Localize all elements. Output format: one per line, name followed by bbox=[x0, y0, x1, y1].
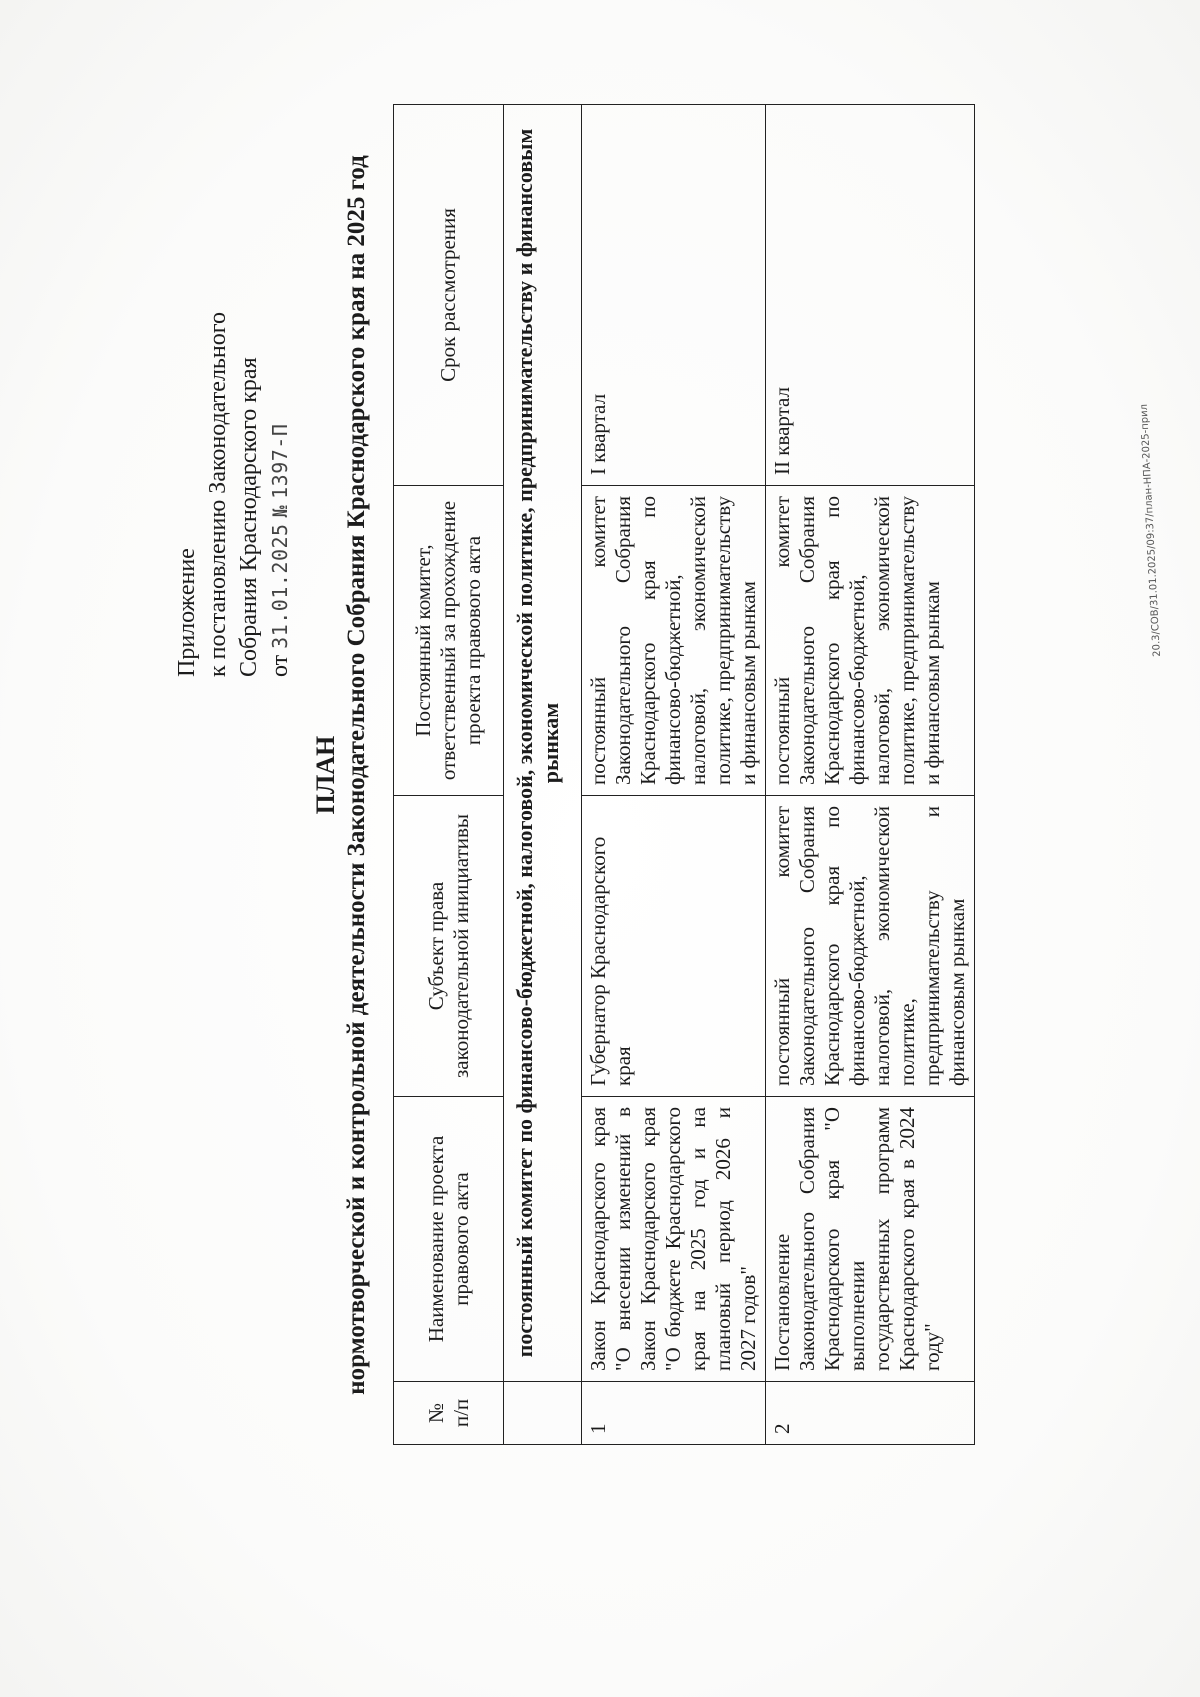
section-title: постоянный комитет по финансово-бюджетной, налоговой, экономической политике, предпринимательству и финансовым рынкам bbox=[504, 105, 582, 1382]
appendix-line-2: к постановлению Законодательного bbox=[205, 312, 231, 677]
appendix-line-3: Собрания Краснодарского края bbox=[236, 357, 262, 677]
row-2-term: II квартал bbox=[766, 105, 975, 486]
plan-table bbox=[393, 104, 975, 1445]
table-row bbox=[766, 105, 975, 1445]
row-1-name: Закон Краснодарского края "О внесении изменений в Закон Краснодарского края "О бюджете Краснодарского края на 2025 год и на плановый период 2026 и 2027 годов" bbox=[582, 1097, 766, 1382]
table-header-row bbox=[394, 105, 504, 1445]
appendix-line-4 bbox=[265, 312, 296, 677]
row-2-name: Постановление Законодательного Собрания Краснодарского края "О выполнении государственных программ Краснодарского края в 2024 году" bbox=[766, 1097, 975, 1382]
appendix-block bbox=[172, 312, 296, 677]
row-1-num: 1 bbox=[582, 1382, 766, 1445]
document-subtitle: нормотворческой и контрольной деятельности Законодательного Собрания Краснодарского края на 2025 год bbox=[343, 155, 370, 1395]
appendix-line-1: Приложение bbox=[174, 548, 200, 677]
row-2-committee: постоянный комитет Законодательного Собрания Краснодарского края по финансово-бюджетной, налоговой, экономической политике, предпринимательству и финансовым рынкам bbox=[766, 486, 975, 796]
row-2-subject: постоянный комитет Законодательного Собрания Краснодарского края по финансово-бюджетной, налоговой, экономической политике, предпринимательству и финансовым рынкам bbox=[766, 796, 975, 1097]
row-1-term: I квартал bbox=[582, 105, 766, 486]
header-subject: Субъект права законодательной инициативы bbox=[394, 796, 504, 1097]
row-1-committee: постоянный комитет Законодательного Собрания Краснодарского края по финансово-бюджетной, налоговой, экономической политике, предпринимательству и финансовым рынкам bbox=[582, 486, 766, 796]
appendix-date-prefix: от bbox=[267, 654, 293, 677]
appendix-number-sign: № bbox=[268, 504, 292, 518]
appendix-date: 31.01.2025 bbox=[268, 523, 292, 649]
row-2-num: 2 bbox=[766, 1382, 975, 1445]
header-term: Срок рассмотрения bbox=[394, 105, 504, 486]
table-section-row bbox=[504, 105, 582, 1445]
appendix-number: 1397-П bbox=[268, 423, 292, 499]
row-1-subject: Губернатор Краснодарского края bbox=[582, 796, 766, 1097]
document-title: ПЛАН bbox=[311, 735, 340, 815]
document-code: 20.3/СОВ/31.01.2025/09:37/план-НПА-2025-прил bbox=[1138, 403, 1163, 657]
header-name: Наименование проекта правового акта bbox=[394, 1097, 504, 1382]
header-num: № п/п bbox=[394, 1382, 504, 1445]
header-committee: Постоянный комитет, ответственный за прохождение проекта правового акта bbox=[394, 486, 504, 796]
table-row bbox=[582, 105, 766, 1445]
